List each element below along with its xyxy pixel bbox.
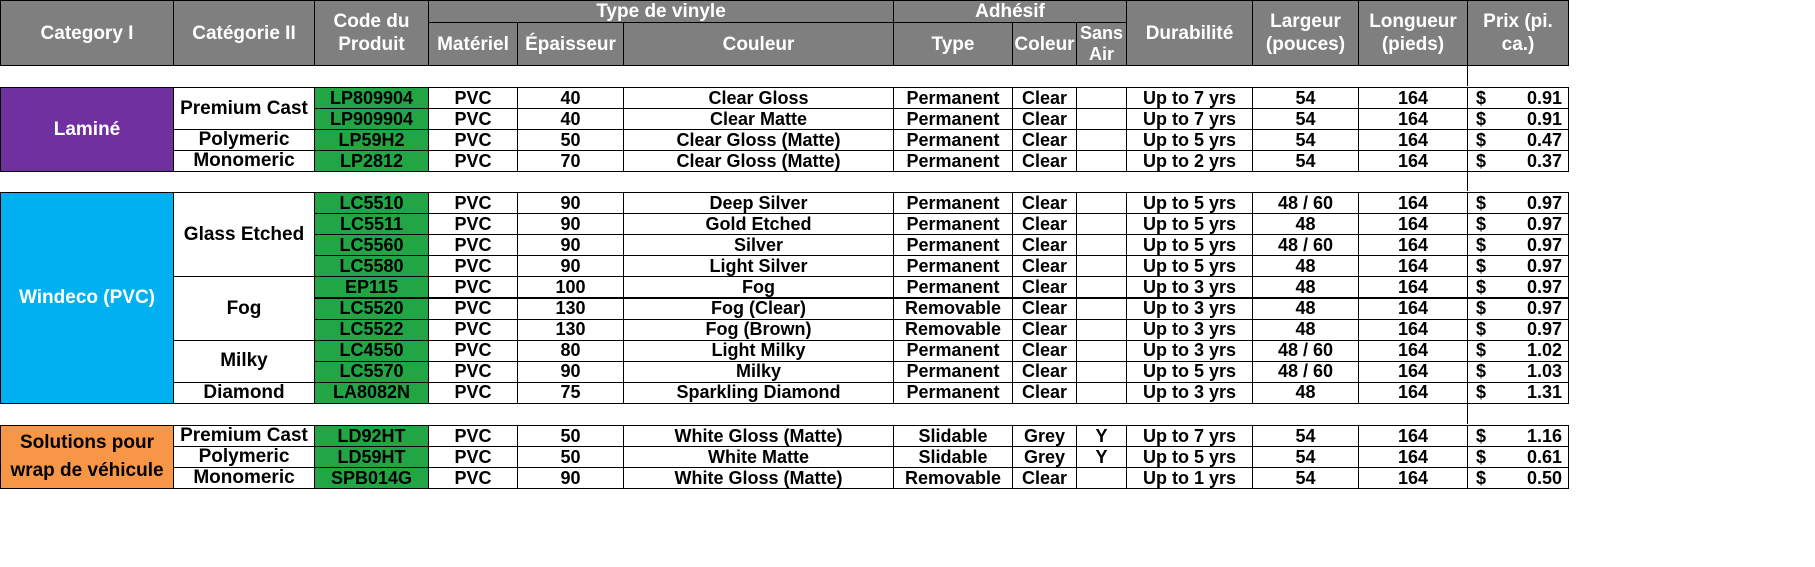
material-cell: PVC [428,213,518,235]
currency-symbol: $ [1476,234,1487,255]
header-durability: Durabilité [1126,0,1253,66]
width-cell: 54 [1252,129,1359,151]
durability-cell: Up to 2 yrs [1126,150,1253,172]
product-code-cell: LC5580 [314,255,429,277]
thickness-cell: 75 [517,382,624,404]
length-cell: 164 [1358,425,1468,447]
length-cell: 164 [1358,213,1468,235]
price-cell [1467,340,1569,362]
sans-air-cell [1076,298,1127,320]
vinyl-color-cell: Clear Gloss (Matte) [623,129,894,151]
width-cell: 54 [1252,425,1359,447]
adhesive-type-cell: Slidable [893,446,1013,468]
price-value: 0.97 [1526,213,1562,234]
subcategory-cell: Polymeric [173,446,315,468]
durability-cell: Up to 5 yrs [1126,129,1253,151]
category-cell: Windeco (PVC) [0,192,174,404]
header-vinyl-type-group: Type de vinyle [428,0,894,23]
price-value: 1.16 [1526,425,1562,446]
sans-air-cell [1076,255,1127,277]
product-code-cell: LC5570 [314,361,429,383]
price-value: 0.91 [1526,87,1562,108]
adhesive-color-cell: Clear [1012,361,1077,383]
adhesive-type-cell: Removable [893,467,1013,489]
price-cell [1467,87,1569,109]
product-code-cell: LC5511 [314,213,429,235]
price-value: 0.97 [1526,255,1562,276]
durability-cell: Up to 5 yrs [1126,446,1253,468]
material-cell: PVC [428,382,518,404]
adhesive-type-cell: Permanent [893,234,1013,256]
material-cell: PVC [428,425,518,447]
width-cell: 54 [1252,87,1359,109]
thickness-cell: 50 [517,446,624,468]
header-width: Largeur (pouces) [1252,0,1359,66]
subcategory-cell: Diamond [173,382,315,404]
price-value: 0.97 [1526,298,1562,319]
price-value: 0.97 [1526,276,1562,297]
adhesive-type-cell: Removable [893,298,1013,320]
width-cell: 54 [1252,467,1359,489]
sans-air-cell [1076,340,1127,362]
adhesive-color-cell: Clear [1012,467,1077,489]
price-value: 0.97 [1526,192,1562,213]
price-cell [1467,361,1569,383]
currency-symbol: $ [1476,319,1487,340]
durability-cell: Up to 1 yrs [1126,467,1253,489]
thickness-cell: 130 [517,298,624,320]
subcategory-cell: Premium Cast [173,87,315,130]
currency-symbol: $ [1476,192,1487,213]
vinyl-color-cell: Clear Matte [623,108,894,130]
vinyl-color-cell: Silver [623,234,894,256]
length-cell: 164 [1358,192,1468,214]
durability-cell: Up to 5 yrs [1126,361,1253,383]
adhesive-color-cell: Clear [1012,255,1077,277]
product-code-cell: LC5522 [314,319,429,341]
length-cell: 164 [1358,87,1468,109]
currency-symbol: $ [1476,129,1487,150]
material-cell: PVC [428,446,518,468]
vinyl-color-cell: Deep Silver [623,192,894,214]
price-value: 0.61 [1526,446,1562,467]
price-value: 0.91 [1526,108,1562,129]
price-cell [1467,129,1569,151]
adhesive-color-cell: Clear [1012,234,1077,256]
price-cell [1467,192,1569,214]
price-cell [1467,446,1569,468]
adhesive-type-cell: Permanent [893,129,1013,151]
subcategory-cell: Milky [173,340,315,383]
header-color: Couleur [623,22,894,66]
adhesive-color-cell: Clear [1012,150,1077,172]
price-value: 0.50 [1526,467,1562,488]
adhesive-color-cell: Grey [1012,446,1077,468]
header-adhesive-type: Type [893,22,1013,66]
material-cell: PVC [428,87,518,109]
length-cell: 164 [1358,340,1468,362]
adhesive-color-cell: Clear [1012,192,1077,214]
durability-cell: Up to 3 yrs [1126,298,1253,320]
thickness-cell: 80 [517,340,624,362]
vinyl-color-cell: Clear Gloss [623,87,894,109]
product-code-cell: LC5560 [314,234,429,256]
durability-cell: Up to 3 yrs [1126,319,1253,341]
sans-air-cell [1076,276,1127,298]
price-cell [1467,150,1569,172]
length-cell: 164 [1358,446,1468,468]
durability-cell: Up to 7 yrs [1126,425,1253,447]
price-cell [1467,108,1569,130]
product-code-cell: LD92HT [314,425,429,447]
price-cell [1467,298,1569,320]
material-cell: PVC [428,108,518,130]
currency-symbol: $ [1476,108,1487,129]
length-cell: 164 [1358,467,1468,489]
currency-symbol: $ [1476,213,1487,234]
adhesive-color-cell: Clear [1012,340,1077,362]
width-cell: 48 / 60 [1252,192,1359,214]
currency-symbol: $ [1476,425,1487,446]
product-code-cell: LC5510 [314,192,429,214]
price-cell [1467,255,1569,277]
product-code-cell: EP115 [314,276,429,298]
currency-symbol: $ [1476,255,1487,276]
material-cell: PVC [428,298,518,320]
thickness-cell: 90 [517,192,624,214]
header-length: Longueur (pieds) [1358,0,1468,66]
gap-border [1467,404,1468,424]
adhesive-type-cell: Permanent [893,108,1013,130]
currency-symbol: $ [1476,382,1487,403]
subcategory-cell: Premium Cast [173,425,315,447]
subcategory-cell: Glass Etched [173,192,315,277]
currency-symbol: $ [1476,361,1487,382]
material-cell: PVC [428,276,518,298]
price-cell [1467,276,1569,298]
durability-cell: Up to 3 yrs [1126,382,1253,404]
adhesive-color-cell: Clear [1012,276,1077,298]
material-cell: PVC [428,234,518,256]
product-code-cell: LP59H2 [314,129,429,151]
price-cell [1467,213,1569,235]
sans-air-cell [1076,213,1127,235]
material-cell: PVC [428,150,518,172]
sans-air-cell [1076,108,1127,130]
adhesive-type-cell: Removable [893,319,1013,341]
sans-air-cell [1076,192,1127,214]
length-cell: 164 [1358,298,1468,320]
currency-symbol: $ [1476,150,1487,171]
width-cell: 48 [1252,298,1359,320]
width-cell: 48 / 60 [1252,361,1359,383]
thickness-cell: 90 [517,234,624,256]
material-cell: PVC [428,361,518,383]
durability-cell: Up to 7 yrs [1126,87,1253,109]
material-cell: PVC [428,467,518,489]
vinyl-color-cell: White Matte [623,446,894,468]
price-value: 0.97 [1526,319,1562,340]
adhesive-color-cell: Clear [1012,108,1077,130]
width-cell: 48 [1252,276,1359,298]
adhesive-color-cell: Clear [1012,319,1077,341]
subcategory-cell: Fog [173,276,315,340]
price-cell [1467,467,1569,489]
material-cell: PVC [428,129,518,151]
currency-symbol: $ [1476,276,1487,297]
product-code-cell: LP2812 [314,150,429,172]
durability-cell: Up to 3 yrs [1126,340,1253,362]
adhesive-type-cell: Permanent [893,87,1013,109]
thickness-cell: 90 [517,213,624,235]
width-cell: 48 / 60 [1252,340,1359,362]
thickness-cell: 90 [517,255,624,277]
price-value: 0.47 [1526,129,1562,150]
material-cell: PVC [428,255,518,277]
adhesive-type-cell: Permanent [893,382,1013,404]
vinyl-color-cell: Milky [623,361,894,383]
length-cell: 164 [1358,108,1468,130]
sans-air-cell [1076,467,1127,489]
width-cell: 48 [1252,213,1359,235]
width-cell: 54 [1252,150,1359,172]
adhesive-type-cell: Permanent [893,255,1013,277]
material-cell: PVC [428,192,518,214]
width-cell: 54 [1252,446,1359,468]
header-adhesive-group: Adhésif [893,0,1127,23]
sans-air-cell [1076,150,1127,172]
vinyl-color-cell: Gold Etched [623,213,894,235]
length-cell: 164 [1358,150,1468,172]
header-thickness: Épaisseur [517,22,624,66]
width-cell: 48 [1252,382,1359,404]
durability-cell: Up to 7 yrs [1126,108,1253,130]
header-category-1: Category I [0,0,174,66]
vinyl-color-cell: Light Milky [623,340,894,362]
vinyl-color-cell: White Gloss (Matte) [623,425,894,447]
adhesive-color-cell: Clear [1012,87,1077,109]
material-cell: PVC [428,340,518,362]
header-price: Prix (pi. ca.) [1467,0,1569,66]
vinyl-color-cell: White Gloss (Matte) [623,467,894,489]
currency-symbol: $ [1476,340,1487,361]
thickness-cell: 90 [517,361,624,383]
adhesive-color-cell: Clear [1012,129,1077,151]
durability-cell: Up to 5 yrs [1126,192,1253,214]
product-code-cell: LP909904 [314,108,429,130]
adhesive-color-cell: Clear [1012,213,1077,235]
length-cell: 164 [1358,319,1468,341]
price-cell [1467,319,1569,341]
durability-cell: Up to 5 yrs [1126,234,1253,256]
category-cell: Laminé [0,87,174,172]
header-sans-air: Sans Air [1076,22,1127,66]
header-category-2: Catégorie II [173,0,315,66]
currency-symbol: $ [1476,87,1487,108]
price-value: 1.02 [1526,340,1562,361]
sans-air-cell [1076,129,1127,151]
product-code-cell: SPB014G [314,467,429,489]
product-code-cell: LC5520 [314,298,429,320]
length-cell: 164 [1358,361,1468,383]
subcategory-cell: Monomeric [173,467,315,489]
length-cell: 164 [1358,382,1468,404]
thickness-cell: 90 [517,467,624,489]
adhesive-type-cell: Permanent [893,340,1013,362]
product-code-cell: LD59HT [314,446,429,468]
thickness-cell: 50 [517,129,624,151]
product-code-cell: LC4550 [314,340,429,362]
product-code-cell: LP809904 [314,87,429,109]
length-cell: 164 [1358,276,1468,298]
sans-air-cell [1076,319,1127,341]
adhesive-color-cell: Grey [1012,425,1077,447]
thickness-cell: 40 [517,108,624,130]
adhesive-color-cell: Clear [1012,298,1077,320]
adhesive-type-cell: Slidable [893,425,1013,447]
header-product-code: Code du Produit [314,0,429,66]
adhesive-type-cell: Permanent [893,276,1013,298]
price-cell [1467,382,1569,404]
price-value: 1.03 [1526,361,1562,382]
category-cell: Solutions pour wrap de véhicule [0,425,174,489]
width-cell: 48 / 60 [1252,234,1359,256]
durability-cell: Up to 3 yrs [1126,276,1253,298]
length-cell: 164 [1358,234,1468,256]
header-adhesive-color: Coleur [1012,22,1077,66]
width-cell: 48 [1252,255,1359,277]
adhesive-type-cell: Permanent [893,150,1013,172]
adhesive-type-cell: Permanent [893,192,1013,214]
sans-air-cell [1076,87,1127,109]
vinyl-color-cell: Fog (Brown) [623,319,894,341]
subcategory-cell: Monomeric [173,150,315,172]
price-value: 0.97 [1526,234,1562,255]
currency-symbol: $ [1476,446,1487,467]
price-value: 0.37 [1526,150,1562,171]
currency-symbol: $ [1476,298,1487,319]
vinyl-color-cell: Sparkling Diamond [623,382,894,404]
header-material: Matériel [428,22,518,66]
gap-border [1467,171,1468,191]
width-cell: 54 [1252,108,1359,130]
thickness-cell: 130 [517,319,624,341]
sans-air-cell: Y [1076,446,1127,468]
width-cell: 48 [1252,319,1359,341]
thickness-cell: 40 [517,87,624,109]
material-cell: PVC [428,319,518,341]
length-cell: 164 [1358,255,1468,277]
adhesive-color-cell: Clear [1012,382,1077,404]
durability-cell: Up to 5 yrs [1126,255,1253,277]
adhesive-type-cell: Permanent [893,213,1013,235]
price-value: 1.31 [1526,382,1562,403]
vinyl-color-cell: Light Silver [623,255,894,277]
vinyl-color-cell: Clear Gloss (Matte) [623,150,894,172]
product-code-cell: LA8082N [314,382,429,404]
sans-air-cell: Y [1076,425,1127,447]
thickness-cell: 70 [517,150,624,172]
durability-cell: Up to 5 yrs [1126,213,1253,235]
gap-border [1467,66,1468,86]
thickness-cell: 100 [517,276,624,298]
currency-symbol: $ [1476,467,1487,488]
sans-air-cell [1076,234,1127,256]
vinyl-color-cell: Fog (Clear) [623,298,894,320]
subcategory-cell: Polymeric [173,129,315,151]
sans-air-cell [1076,382,1127,404]
price-cell [1467,425,1569,447]
price-cell [1467,234,1569,256]
vinyl-color-cell: Fog [623,276,894,298]
adhesive-type-cell: Permanent [893,361,1013,383]
thickness-cell: 50 [517,425,624,447]
length-cell: 164 [1358,129,1468,151]
sans-air-cell [1076,361,1127,383]
